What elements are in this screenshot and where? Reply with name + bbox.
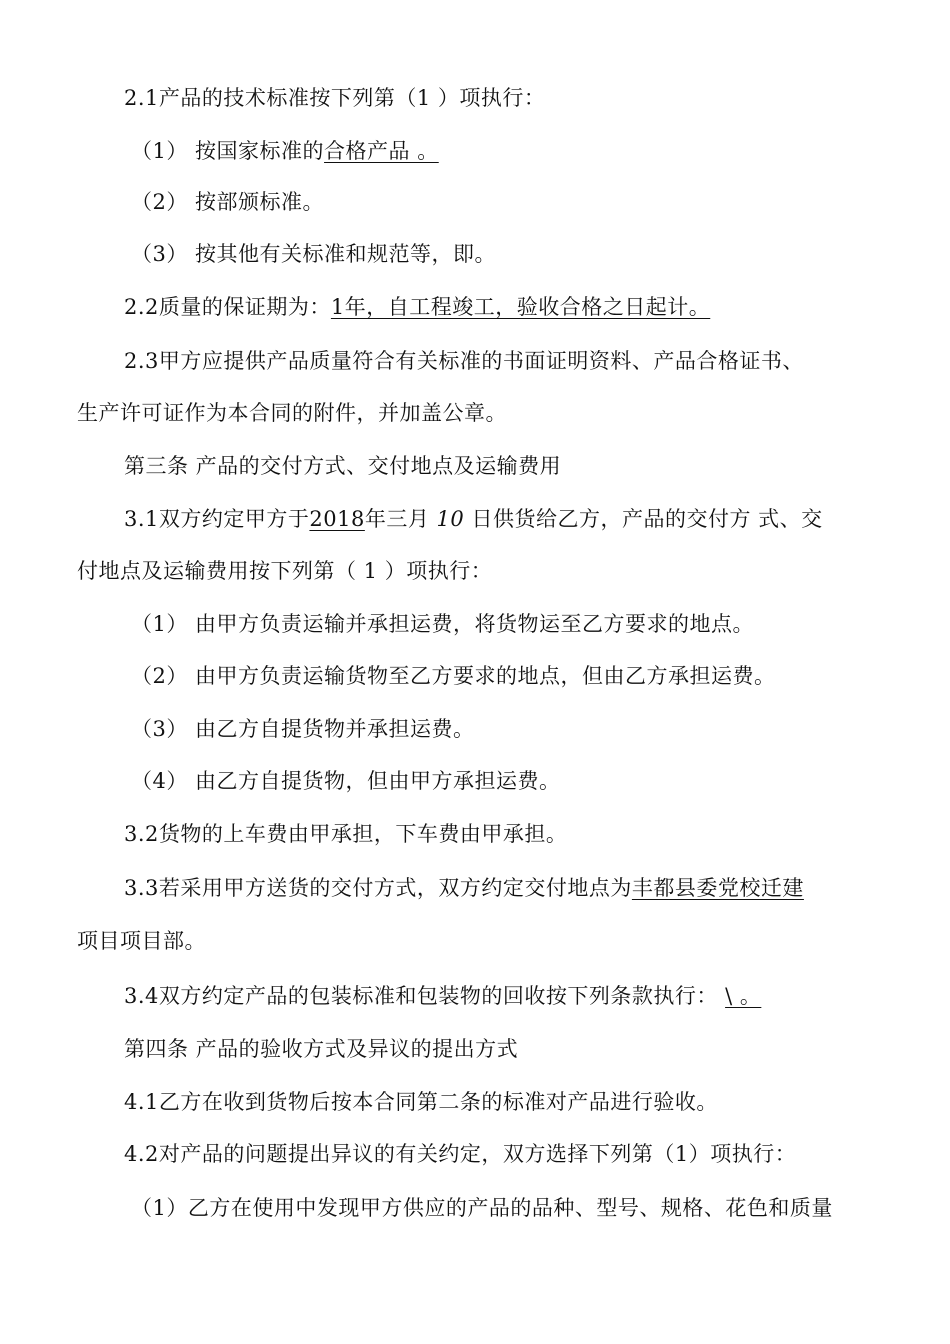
line-text: （1） 由甲方负责运输并承担运费，将货物运至乙方要求的地点。 — [131, 612, 755, 636]
line-text: 付地点及运输费用按下列第（ 1 ）项执行： — [77, 559, 493, 583]
line-text: 3.2货物的上车费由甲承担，下车费由甲承担。 — [124, 822, 568, 846]
line-text: （2） 由甲方负责运输货物至乙方要求的地点，但由乙方承担运费。 — [131, 664, 776, 688]
line-text: 第三条 产品的交付方式、交付地点及运输费用 — [124, 454, 562, 478]
text-line — [124, 347, 804, 375]
text-line — [124, 505, 823, 533]
line-text: （1） 按国家标准的 — [131, 139, 325, 163]
text-line — [77, 557, 492, 585]
text-line — [124, 874, 804, 902]
underlined-fill-text: 1年，自工程竣工，验收合格之日起计。 — [330, 295, 711, 319]
line-text: （3） 按其他有关标准和规范等，即。 — [131, 242, 497, 266]
line-text: 4.1乙方在收到货物后按本合同第二条的标准对产品进行验收。 — [124, 1090, 718, 1114]
text-line — [131, 137, 439, 165]
line-text: 第四条 产品的验收方式及异议的提出方式 — [124, 1037, 519, 1061]
text-line — [131, 767, 561, 795]
underlined-fill-text: 合格产品 。 — [324, 139, 439, 163]
line-text: （2） 按部颁标准。 — [131, 190, 325, 214]
text-line — [77, 927, 206, 955]
line-text: 日供货给乙方，产品的交付方 式、交 — [464, 507, 823, 531]
line-text: 3.3若采用甲方送货的交付方式，双方约定交付地点为 — [124, 876, 632, 900]
line-text: 2.2质量的保证期为： — [124, 295, 331, 319]
text-line — [124, 982, 761, 1010]
text-line — [131, 1194, 833, 1222]
line-text: 2.1产品的技术标准按下列第（1 ）项执行： — [124, 86, 546, 110]
text-line — [124, 1140, 796, 1168]
text-line — [131, 662, 776, 690]
text-line — [124, 84, 545, 112]
text-line — [124, 293, 710, 321]
text-line — [131, 240, 496, 268]
text-line — [124, 820, 567, 848]
line-text: 3.1双方约定甲方于 — [124, 507, 310, 531]
line-text: 生产许可证作为本合同的附件，并加盖公章。 — [77, 401, 507, 425]
underlined-fill-text: 2018 — [309, 507, 365, 531]
text-line — [124, 1088, 718, 1116]
line-text: 年三月 — [364, 507, 437, 531]
line-text: （4） 由乙方自提货物，但由甲方承担运费。 — [131, 769, 561, 793]
line-text: （3） 由乙方自提货物并承担运费。 — [131, 717, 475, 741]
line-text: （1）乙方在使用中发现甲方供应的产品的品种、型号、规格、花色和质量 — [131, 1196, 833, 1220]
italic-text: 10 — [436, 507, 465, 531]
text-line — [124, 452, 561, 480]
line-text: 4.2对产品的问题提出异议的有关约定，双方选择下列第（1）项执行： — [124, 1142, 797, 1166]
underlined-fill-text: \ 。 — [725, 984, 762, 1008]
line-text: 2.3甲方应提供产品质量符合有关标准的书面证明资料、产品合格证书、 — [124, 349, 804, 373]
text-line — [131, 610, 754, 638]
line-text: 项目项目部。 — [77, 929, 206, 953]
text-line — [77, 399, 507, 427]
text-line — [131, 715, 475, 743]
underlined-fill-text: 丰都县委党校迁建 — [631, 876, 804, 900]
line-text: 3.4双方约定产品的包装标准和包装物的回收按下列条款执行： — [124, 984, 726, 1008]
text-line — [124, 1035, 518, 1063]
text-line — [131, 188, 324, 216]
